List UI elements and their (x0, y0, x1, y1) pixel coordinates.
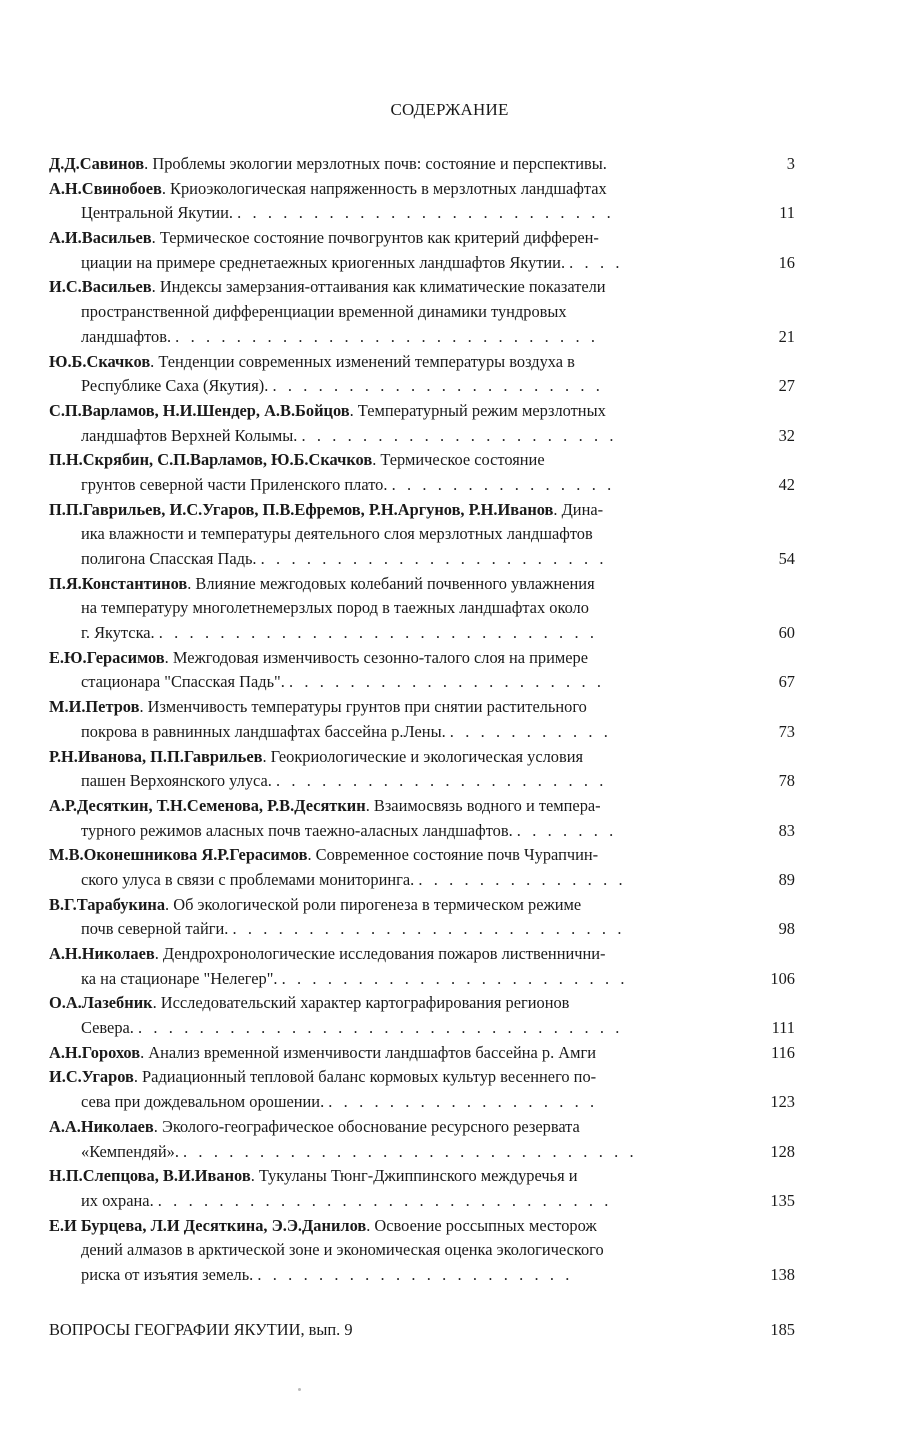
toc-leader-dots: . . . . . . . . . . . . . . . . . . . . . . (276, 771, 607, 791)
toc-entry-line (49, 794, 795, 819)
toc-leader-dots: . . . . . . . . . . . . . . . . . . . . . (301, 425, 618, 445)
toc-entry-title-text: ландшафтов. (81, 326, 172, 346)
toc-leader-dots: . . . . . . . . . . . . . . . . . . . . . (288, 672, 605, 692)
toc-entry-title-text: полигона Спасская Падь. (81, 549, 257, 568)
toc-entry-title-text: . Современное состояние почв Чурапчин- (307, 845, 599, 865)
toc-entry-authors: М.И.Петров (49, 697, 140, 717)
toc-entry-authors: В.Г.Тарабукина (49, 894, 166, 914)
toc-leader-dots: . . . . . . . . . . . . . . . . . . . . . . . . . . . . . (158, 623, 598, 643)
toc-page-number: 27 (778, 376, 795, 396)
toc-entry-authors: П.Н.Скрябин, С.П.Варламов, Ю.Б.Скачков (49, 450, 373, 470)
toc-entry[interactable] (49, 1041, 795, 1066)
toc-entry-line (49, 251, 795, 276)
toc-entry[interactable] (49, 942, 795, 991)
toc-entry-title-text: . Геокриологические и экологическая условия (262, 746, 584, 766)
page-title: СОДЕРЖАНИЕ (390, 100, 509, 119)
toc-page-number: 135 (770, 1190, 795, 1210)
toc-entry-title-text: стационара "Спасская Падь". (81, 672, 285, 692)
toc-entry-title-text: . Термическое состояние почвогрунтов как критерий дифферен- (151, 228, 599, 248)
toc-entry-line (49, 1090, 795, 1115)
toc-entry-line (49, 473, 795, 498)
toc-entry-authors: М.В.Оконешникова Я.Р.Герасимов (49, 845, 308, 865)
toc-entry-line (49, 226, 795, 251)
toc-leader-dots: . . . . . . . . . . . . . . . . . . . . . . . . . . (232, 919, 626, 939)
toc-page-number: 21 (778, 326, 795, 346)
toc-entry-line (49, 695, 795, 720)
toc-entry[interactable] (49, 1214, 795, 1288)
toc-entry-title-text: ика влажности и температуры деятельного слоя мерзлотных ландшафтов (81, 524, 593, 544)
toc-entry-title-text: турного режимов аласных почв таежно-аласных ландшафтов. (81, 820, 513, 840)
toc-page-number: 128 (770, 1141, 795, 1161)
toc-entry-title-text: пространственной дифференциации временной динамики тундровых (81, 302, 567, 322)
toc-entry[interactable] (49, 275, 795, 349)
toc-entry-line (49, 424, 795, 449)
toc-entry-line (49, 572, 795, 597)
toc-entry-title-text: . Эколого-географическое обоснование ресурсного резервата (153, 1116, 580, 1136)
toc-entry-title-text: . Температурный режим мерзлотных (349, 400, 606, 420)
toc-entry-title-text: . Проблемы экологии мерзлотных почв: состояние и перспективы. (144, 154, 607, 173)
toc-leader-dots: . . . . . . . . . . . . . . . (391, 474, 615, 494)
toc-entry-line (49, 745, 795, 770)
toc-entry-line (49, 152, 795, 177)
toc-leader-dots: . . . . . . . (516, 820, 617, 840)
toc-entry-title-text: . Межгодовая изменчивость сезонно-талого слоя на примере (164, 647, 588, 667)
toc-entry-line (49, 1115, 795, 1140)
toc-entry-authors: И.С.Васильев (49, 277, 152, 297)
toc-entry-title-text: циации на примере среднетаежных криогенных ландшафтов Якутии. (81, 252, 566, 272)
toc-page-number: 67 (778, 672, 795, 692)
toc-entry-authors: П.П.Гаврильев, И.С.Угаров, П.В.Ефремов, Р.Н.Аргунов, Р.Н.Иванов (49, 499, 554, 519)
toc-entry-line (49, 1140, 795, 1165)
toc-entry[interactable] (49, 646, 795, 695)
toc-entry-title-text: ландшафтов Верхней Колымы. (81, 425, 298, 445)
toc-entry-title-text: грунтов северной части Приленского плато. (81, 474, 388, 494)
toc-leader-dots: . . . . . . . . . . . . . . . . . . . . . . . . . . . . . . . . (138, 1018, 623, 1038)
toc-page-number: 106 (770, 968, 795, 988)
toc-entry[interactable] (49, 745, 795, 794)
toc-entry-title-text: . Радиационный тепловой баланс кормовых культур весеннего по- (133, 1067, 597, 1087)
toc-entry[interactable] (49, 177, 795, 226)
toc-entry-authors: Д.Д.Савинов (49, 154, 145, 173)
toc-entry-title-text: сева при дождевальном орошении. (81, 1092, 325, 1112)
toc-leader-dots: . . . . . . . . . . . . . . (418, 869, 627, 889)
toc-entry-title-text: «Кемпендяй». (81, 1141, 179, 1161)
toc-page-number: 73 (778, 721, 795, 741)
toc-entry-title-text: пашен Верхоянского улуса. (81, 771, 272, 791)
toc-leader-dots: . . . . . . . . . . . . . . . . . . . . . . . . . . . . . . (157, 1190, 612, 1210)
toc-entry-line (49, 201, 795, 226)
toc-entry-title-text: . Исследовательский характер картографирования регионов (152, 993, 570, 1013)
toc-page-number: 42 (778, 474, 795, 494)
toc-leader-dots: . . . . . . . . . . . (449, 721, 612, 741)
toc-entry-line (49, 448, 795, 473)
toc-entry-authors: А.Н.Горохов (49, 1042, 141, 1062)
toc-leader-dots: . . . . . . . . . . . . . . . . . . . . . . . . . . . . (175, 326, 599, 346)
toc-entry-authors: А.Н.Свинобоев (49, 178, 162, 198)
toc-page-number: 60 (778, 623, 795, 643)
toc-entry-line (49, 991, 795, 1016)
toc-entry-line (49, 522, 795, 547)
toc-entry[interactable] (49, 1065, 795, 1114)
toc-entry-authors: А.И.Васильев (49, 228, 152, 248)
toc-entry-line (49, 621, 795, 646)
toc-entry-title-text: почв северной тайги. (81, 919, 229, 939)
toc-entry-title-text: . Дендрохронологические исследования пожаров лиственнични- (154, 944, 606, 963)
toc-entry-authors: Н.П.Слепцова, В.И.Иванов (49, 1166, 251, 1186)
page-footer (49, 1320, 795, 1340)
toc-page-number: 16 (778, 252, 795, 272)
journal-title: ВОПРОСЫ ГЕОГРАФИИ ЯКУТИИ, вып. 9 (49, 1320, 353, 1339)
toc-leader-dots: . . . . . . . . . . . . . . . . . . . . . . (272, 376, 604, 396)
toc-entry-title-text: покрова в равнинных ландшафтах бассейна р.Лены. (81, 721, 446, 741)
toc-entry-line (49, 1263, 795, 1288)
toc-page-number: 98 (778, 919, 795, 939)
toc-entry[interactable] (49, 794, 795, 843)
toc-leader-dots: . . . . . . . . . . . . . . . . . . . . . (257, 1264, 573, 1284)
toc-entry[interactable] (49, 843, 795, 892)
toc-entry-title-text: . Тукуланы Тюнг-Джиппинского междуречья и (250, 1166, 578, 1186)
toc-entry-title-text: г. Якутска. (81, 623, 155, 643)
toc-entry-line (49, 1065, 795, 1090)
page-number: 185 (770, 1320, 795, 1339)
toc-entry-title-text: . Дина- (553, 499, 604, 519)
toc-page-number: 78 (778, 771, 795, 791)
toc-entry-authors: А.Н.Николаев (49, 944, 155, 963)
toc-entry-authors: С.П.Варламов, Н.И.Шендер, А.В.Бойцов (49, 400, 350, 420)
toc-leader-dots: . . . . . . . . . . . . . . . . . . . . . . . (281, 968, 629, 988)
toc-entry-title-text: Севера. (81, 1018, 134, 1038)
toc-entry-line (49, 1214, 795, 1239)
toc-entry-title-text: на температуру многолетнемерзлых пород в таежных ландшафтах около (81, 598, 589, 618)
toc-leader-dots: . . . . . . . . . . . . . . . . . . . . . . . . . (237, 203, 615, 223)
toc-leader-dots: . . . . . . . . . . . . . . . . . . (328, 1092, 598, 1112)
toc-leader-dots: . . . . . . . . . . . . . . . . . . . . . . . (260, 549, 608, 568)
toc-entry-line (49, 498, 795, 523)
toc-page-number: 83 (778, 820, 795, 840)
toc-entry-line (49, 596, 795, 621)
toc-entry[interactable] (49, 498, 795, 572)
toc-entry-line (49, 1238, 795, 1263)
toc-page-number: 89 (778, 869, 795, 889)
toc-entry-authors: Р.Н.Иванова, П.П.Гаврильев (49, 746, 263, 766)
toc-entry[interactable] (49, 152, 795, 177)
toc-entry-line (49, 646, 795, 671)
toc-entry-line (49, 275, 795, 300)
toc-entry-line (49, 350, 795, 375)
table-of-contents (49, 152, 795, 1288)
toc-entry[interactable] (49, 1164, 795, 1213)
toc-entry-line (49, 893, 795, 918)
toc-entry-authors: О.А.Лазебник (49, 993, 153, 1013)
toc-entry-authors: А.Р.Десяткин, Т.Н.Семенова, Р.В.Десяткин (49, 795, 366, 815)
toc-page-number: 3 (786, 154, 795, 173)
toc-entry[interactable] (49, 572, 795, 646)
toc-entry-line (49, 917, 795, 942)
toc-entry-title-text: . Термическое состояние (372, 450, 545, 470)
toc-page-number: 138 (770, 1264, 795, 1284)
toc-entry-line (49, 1041, 795, 1066)
toc-entry-title-text: ка на стационаре "Нелегер". (81, 968, 278, 988)
toc-leader-dots: . . . . . . . . . . . . . . . . . . . . . . . . . . . . . . (183, 1141, 638, 1161)
toc-page-number: 54 (778, 549, 795, 568)
toc-entry-authors: А.А.Николаев (49, 1116, 154, 1136)
toc-entry-line (49, 300, 795, 325)
toc-entry-line (49, 843, 795, 868)
toc-entry-title-text: . Изменчивость температуры грунтов при снятии растительного (139, 697, 587, 717)
toc-entry[interactable] (49, 448, 795, 497)
toc-entry-authors: П.Я.Константинов (49, 573, 188, 593)
toc-entry-line (49, 399, 795, 424)
toc-entry-title-text: их охрана. (81, 1190, 154, 1210)
toc-page-number: 123 (770, 1092, 795, 1112)
toc-entry-title-text: . Тенденции современных изменений температуры воздуха в (150, 351, 575, 371)
toc-entry-title-text: . Влияние межгодовых колебаний почвенного увлажнения (187, 573, 595, 593)
toc-entry-line (49, 670, 795, 695)
toc-entry-authors: Е.Ю.Герасимов (49, 647, 165, 667)
toc-page-number: 116 (771, 1042, 795, 1062)
toc-entry-line (49, 374, 795, 399)
toc-page-number: 32 (778, 425, 795, 445)
toc-page-number: 111 (771, 1018, 795, 1038)
toc-entry-line (49, 1164, 795, 1189)
toc-entry[interactable] (49, 695, 795, 744)
toc-entry[interactable] (49, 399, 795, 448)
toc-entry[interactable] (49, 226, 795, 275)
toc-entry-line (49, 868, 795, 893)
toc-entry-title-text: . Криоэкологическая напряженность в мерзлотных ландшафтах (161, 178, 607, 198)
toc-entry-title-text: Республике Саха (Якутия). (81, 376, 269, 396)
toc-entry-title-text: . Освоение россыпных месторож (366, 1215, 597, 1235)
toc-leader-dots: . . . . (569, 252, 624, 272)
toc-page-number: 11 (779, 203, 795, 223)
toc-entry-title-text: . Индексы замерзания-оттаивания как климатические показатели (151, 277, 606, 297)
toc-entry-line (49, 967, 795, 992)
toc-entry-title-text: . Анализ временной изменчивости ландшафтов бассейна р. Амги (140, 1042, 596, 1062)
toc-entry-line (49, 1189, 795, 1214)
toc-entry-line (49, 769, 795, 794)
toc-entry-line (49, 325, 795, 350)
toc-entry-line (49, 177, 795, 202)
toc-entry-line (49, 720, 795, 745)
toc-entry-authors: И.С.Угаров (49, 1067, 134, 1087)
toc-entry[interactable] (49, 1115, 795, 1164)
toc-entry-authors: Ю.Б.Скачков (49, 351, 151, 371)
toc-entry-title-text: дений алмазов в арктической зоне и экономическая оценка экологического (81, 1240, 604, 1260)
toc-entry[interactable] (49, 350, 795, 399)
toc-entry-title-text: . Взаимосвязь водного и темпера- (365, 795, 601, 815)
toc-entry-line (49, 942, 795, 967)
toc-entry-authors: Е.И Бурцева, Л.И Десяткина, Э.Э.Данилов (49, 1215, 367, 1235)
toc-entry[interactable] (49, 893, 795, 942)
toc-entry-line (49, 1016, 795, 1041)
toc-entry-line (49, 547, 795, 572)
toc-entry-title-text: Центральной Якутии. (81, 203, 234, 223)
toc-entry-title-text: . Об экологической роли пирогенеза в термическом режиме (165, 894, 582, 914)
toc-entry-title-text: ского улуса в связи с проблемами мониторинга. (81, 869, 415, 889)
scan-speck (298, 1388, 301, 1391)
toc-entry-title-text: риска от изъятия земель. (81, 1264, 254, 1284)
toc-entry-line (49, 819, 795, 844)
toc-entry[interactable] (49, 991, 795, 1040)
